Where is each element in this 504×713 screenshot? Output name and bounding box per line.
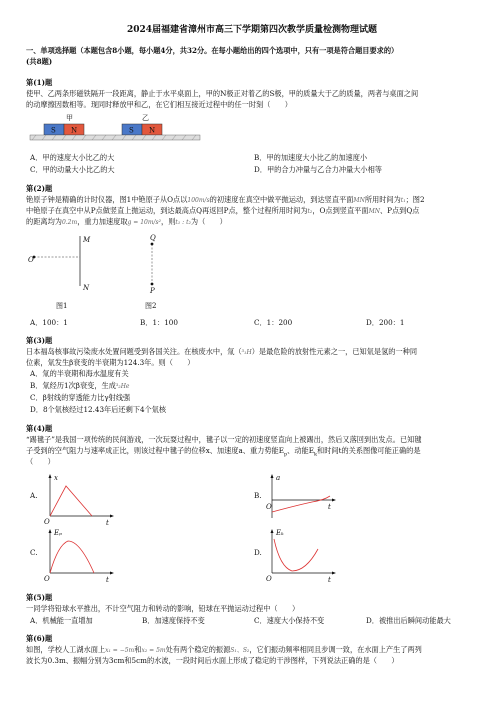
q3-stem-line1: 日本福岛核事故污染废水处置问题受到各国关注。在核废水中，氚（³₁H）是最危险的放射性元素之一，已知氚是氢的一种同 xyxy=(26,347,418,356)
q1-option-a: A．甲的速度大小比乙的大 xyxy=(30,153,115,162)
q4b-y-label: a xyxy=(276,474,281,482)
q1-stem-line1: 使甲、乙两条形磁铁隔开一段距离，静止于水平桌面上，甲的N极正对着乙的S极，甲的质量大于乙的质量，两者与桌面之间 xyxy=(26,89,419,98)
q5-option-d: D．被推出后瞬间动能最大 xyxy=(366,616,451,625)
q1-fig-n2: N xyxy=(149,126,156,135)
q3-option-a: A．氚的半衰期和海水温度有关 xyxy=(30,369,129,378)
q2-stem-line2: 中铯原子在真空中从P点做竖直上抛运动，到达最高点Q再返回P点，整个过程所用时间为t₂，O点到竖直平面MN、P点到Q点 xyxy=(26,206,420,215)
q4d-y-label: Eₖ xyxy=(276,529,284,537)
q4-option-a: A. xyxy=(30,491,38,500)
q4b-curve xyxy=(272,496,330,512)
q4-label: 第(4)题 xyxy=(26,424,53,433)
q3-stem-line2: 位素，氚发生β衰变的半衰期为124.3年。则（ ） xyxy=(26,358,195,367)
q4-option-d: D. xyxy=(254,548,262,557)
q2-label-o: O xyxy=(28,256,34,264)
q1-fig-jia: 甲 xyxy=(66,114,73,122)
q5-label: 第(5)题 xyxy=(26,593,53,602)
q2-label-q: Q xyxy=(150,234,156,242)
q2-caption-fig1: 图1 xyxy=(56,302,68,310)
q5-option-c: C．速度大小保持不变 xyxy=(254,616,325,625)
q4d-t-label: t xyxy=(328,576,331,584)
q4a-curve xyxy=(50,486,92,516)
q1-option-b: B．甲的加速度大小比乙的加速度小 xyxy=(254,153,368,162)
q2-figure2 xyxy=(145,234,156,310)
q4a-origin: O xyxy=(44,518,50,526)
q3-option-b: B．氚经历1次β衰变，生成³₂He xyxy=(30,381,130,390)
q1-fig-n1: N xyxy=(71,126,78,135)
q4d-curve xyxy=(274,539,318,571)
section-header: 一、单项选择题（本题包含8小题，每小题4分，共32分。在每小题给出的四个选项中，只有一项是符合题目要求的） xyxy=(26,46,399,55)
q2-label: 第(2)题 xyxy=(26,184,53,193)
q4-graph-a xyxy=(44,472,124,528)
q1-option-c: C．甲的动量大小比乙的大 xyxy=(30,165,115,174)
q2-option-b: B．1：100 xyxy=(140,318,178,327)
q4-option-b: B. xyxy=(254,491,262,500)
q4-graph-b xyxy=(266,472,346,528)
q4d-origin: O xyxy=(266,575,272,583)
q4-graph-c xyxy=(44,527,124,583)
q6-stem-line1: 如图，学校人工湖水面上x₁ = −5m和x₂ = 5m处有两个稳定的振源S₁、S₂，它们振动频率相同且步调一致，在水面上产生了两列 xyxy=(26,645,422,654)
q4c-t-label: t xyxy=(106,576,109,584)
q6-label: 第(6)题 xyxy=(26,634,53,643)
q3-label: 第(3)题 xyxy=(26,336,53,345)
q5-stem: 一同学将铅球水平推出，不计空气阻力和转动的影响，铅球在平抛运动过程中（ ） xyxy=(26,604,300,613)
q1-fig-yi: 乙 xyxy=(142,114,149,122)
q1-stem-line2: 的动摩擦因数相等。现同时释放甲和乙，在它们相互接近过程中的任一时刻（ ） xyxy=(26,100,292,109)
q1-option-d: D．甲的合力冲量与乙合力冲量大小相等 xyxy=(254,165,382,174)
q2-stem-line3: 的距离均为0.2m，重力加速度取g = 10m/s²，则t₁ : t₂为（ ） xyxy=(26,217,227,226)
q2-option-a: A．100：1 xyxy=(30,318,68,327)
q2-figure1 xyxy=(28,236,91,310)
page-title: 2024届福建省漳州市高三下学期第四次教学质量检测物理试题 xyxy=(126,25,378,35)
q6-stem-line2: 波长为0.3m、振幅分别为3cm和5cm的水波，一段时间后水面上形成了稳定的干涉图样，下列说法正确的是（ ） xyxy=(26,656,399,665)
q2-label-n: N xyxy=(83,284,90,292)
q2-point-p xyxy=(151,283,154,286)
q1-fig-s1: S xyxy=(51,126,56,135)
q4-option-c: C. xyxy=(30,548,38,557)
q5-option-a: A．机械能一直增加 xyxy=(30,616,93,625)
q3-option-c: C．β射线的穿透能力比γ射线强 xyxy=(30,393,131,402)
q4b-origin: O xyxy=(266,503,272,511)
q1-magnet-figure xyxy=(30,112,230,152)
q2-figures xyxy=(28,232,228,312)
q3-option-d: D．8个氚核经过12.43年后还剩下4个氚核 xyxy=(30,405,167,414)
q4a-t-label: t xyxy=(106,519,109,527)
q4b-t-label: t xyxy=(328,503,331,511)
q4c-origin: O xyxy=(44,575,50,583)
q2-option-d: D．200：1 xyxy=(366,318,405,327)
q2-caption-fig2: 图2 xyxy=(145,302,157,310)
q1-label: 第(1)题 xyxy=(26,78,53,87)
q4-stem-line2: 子受到的空气阻力与速率成正比，则该过程中毽子的位移x、加速度a、重力势能$E_p$、动能$E_k$和时间t的关系图像可能正确的是 xyxy=(26,446,421,458)
q5-option-b: B．加速度保持不变 xyxy=(142,616,205,625)
q2-stem-line1: 铯原子钟是精确的计时仪器，图1中铯原子从O点以100m/s的初速度在真空中做平抛运动，到达竖直平面MN所用时间为t₁；图2 xyxy=(26,195,425,204)
section-count: (共8题) xyxy=(26,57,53,66)
q2-label-p: P xyxy=(150,287,155,295)
q4-stem-line3: （ ） xyxy=(26,457,55,466)
q4a-y-label: x xyxy=(54,474,58,482)
q4c-y-label: Eₚ xyxy=(54,529,62,537)
q4-graph-d xyxy=(266,527,346,583)
q4-stem-line1: “踢毽子”是我国一项传统的民间游戏，一次玩耍过程中，毽子以一定的初速度竖直向上被踢出，然后又落回到出发点。已知毽 xyxy=(26,435,422,444)
q2-option-c: C．1：200 xyxy=(254,318,293,327)
q1-fig-s2: S xyxy=(129,126,134,135)
q4c-curve xyxy=(50,541,94,573)
q2-label-m: M xyxy=(83,236,91,244)
